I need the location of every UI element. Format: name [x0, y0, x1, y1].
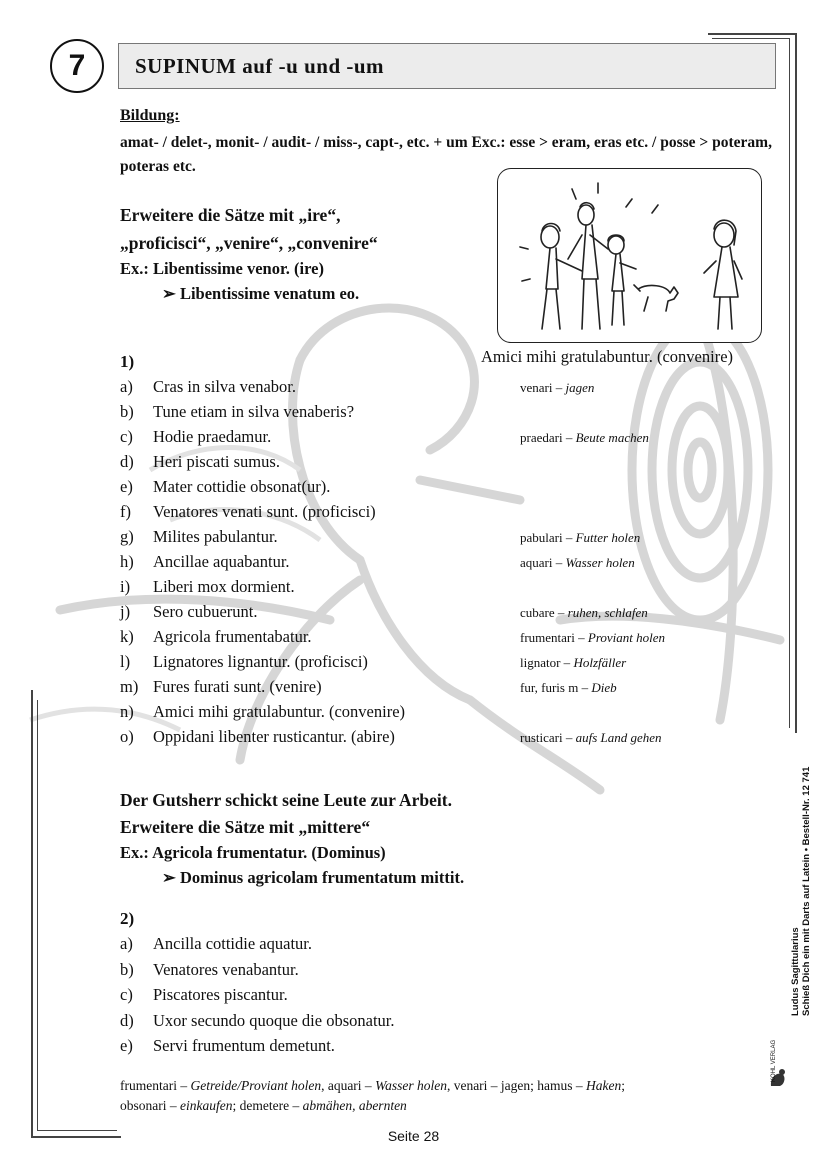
frame-left-line-inner — [37, 700, 38, 1130]
footnote-part: Getreide/Proviant holen — [190, 1078, 322, 1093]
side-book-title: Ludus Sagittularius — [790, 927, 801, 1016]
gloss-meaning: Futter holen — [575, 530, 641, 545]
gloss-meaning: jagen — [565, 380, 595, 395]
task2-item — [120, 934, 720, 959]
item-label: n) — [120, 702, 134, 721]
friends-greeting-illustration — [498, 169, 760, 341]
task1-example-answer: ➢ Libentissime venatum eo. — [162, 284, 360, 303]
illustration-caption: Amici mihi gratulabuntur. (convenire) — [481, 347, 734, 366]
vocabulary-gloss — [520, 605, 648, 621]
item-label: m) — [120, 677, 139, 696]
footnote-part: einkaufen — [180, 1098, 233, 1113]
gloss-word: aquari – — [520, 555, 566, 570]
frame-top-line-inner — [712, 38, 790, 39]
illustration-frame — [497, 168, 762, 343]
frame-right-line — [795, 33, 797, 733]
vocabulary-footnote — [120, 1076, 700, 1116]
item-sentence: Piscatores piscantur. — [153, 985, 288, 1004]
item-sentence: Liberi mox dormient. — [153, 577, 295, 596]
task2-item — [120, 1036, 720, 1061]
item-sentence: Oppidani libenter rusticantur. (abire) — [153, 727, 395, 746]
item-sentence: Venatores venati sunt. (proficisci) — [153, 502, 376, 521]
gloss-word: fur, furis m – — [520, 680, 592, 695]
item-sentence: Servi frumentum demetunt. — [153, 1036, 335, 1055]
footnote-part: Wasser holen — [375, 1078, 447, 1093]
task2-example: Ex.: Agricola frumentatur. (Dominus) — [120, 843, 386, 862]
item-sentence: Hodie praedamur. — [153, 427, 272, 446]
page-number: Seite 28 — [387, 1128, 440, 1144]
vocabulary-gloss — [520, 655, 626, 671]
vocabulary-gloss — [520, 555, 635, 571]
item-label: i) — [120, 577, 131, 596]
item-label: a) — [120, 377, 133, 396]
item-sentence: Uxor secundo quoque die obsonatur. — [153, 1010, 395, 1030]
item-label: e) — [120, 1036, 133, 1055]
item-label: j) — [120, 602, 131, 621]
gloss-meaning: Beute machen — [575, 430, 649, 445]
task1-item — [120, 502, 720, 527]
frame-left-line — [31, 690, 33, 1136]
item-sentence: Agricola frumentabatur. — [153, 627, 312, 646]
gloss-word: lignator – — [520, 655, 574, 670]
item-label: o) — [120, 727, 134, 746]
gloss-meaning: Dieb — [591, 680, 617, 695]
item-label: l) — [120, 652, 131, 671]
footnote-part: Haken — [586, 1078, 622, 1093]
footnote-part: ; demetere – — [232, 1098, 303, 1113]
gloss-meaning: Holzfäller — [573, 655, 627, 670]
task2-item — [120, 960, 720, 985]
task1-item — [120, 402, 720, 427]
vocabulary-gloss — [520, 730, 662, 746]
item-label: d) — [120, 452, 134, 471]
frame-right-line-inner — [789, 38, 790, 728]
publisher-name: KOHL VERLAG — [771, 1039, 777, 1082]
task1-item — [120, 377, 720, 402]
item-label: f) — [120, 502, 131, 521]
item-sentence: Cras in silva venabor. — [153, 377, 296, 396]
item-sentence: Fures furati sunt. (venire) — [153, 677, 322, 696]
item-label: g) — [120, 527, 134, 546]
gloss-meaning: ruhen, schlafen — [567, 605, 648, 620]
item-sentence: Mater cottidie obsonat(ur). — [153, 477, 331, 496]
side-book-info — [790, 767, 812, 1016]
vocabulary-gloss — [520, 430, 649, 446]
item-sentence: Venatores venabantur. — [153, 959, 299, 979]
bildung-label: Bildung: — [120, 107, 180, 124]
task1-heading-line1: Erweitere die Sätze mit „ire“, — [120, 205, 341, 225]
item-sentence: Milites pabulantur. — [153, 527, 278, 546]
task1-item — [120, 677, 720, 702]
footnote-part: obsonari – — [120, 1098, 180, 1113]
gloss-word: venari – — [520, 380, 566, 395]
task1-item — [120, 702, 720, 727]
gloss-word: rusticari – — [520, 730, 576, 745]
task1-example: Ex.: Libentissime venor. (ire) — [120, 259, 324, 278]
task2-heading-line1: Der Gutsherr schickt seine Leute zur Arbeit. — [120, 790, 452, 810]
item-label: b) — [120, 959, 134, 979]
gloss-word: cubare – — [520, 605, 568, 620]
vocabulary-gloss — [520, 680, 617, 696]
task1-item — [120, 477, 720, 502]
footnote-part: , venari – jagen; hamus – — [446, 1078, 587, 1093]
gloss-word: pabulari – — [520, 530, 576, 545]
task1-item — [120, 452, 720, 477]
task1-item — [120, 652, 720, 677]
item-label: c) — [120, 427, 133, 446]
task1-item — [120, 577, 720, 602]
item-label: e) — [120, 477, 133, 496]
side-book-subtitle: Schieß Dich ein mit Darts auf Latein • Bestell-Nr. 12 741 — [801, 766, 812, 1016]
bildung-text: amat- / delet-, monit- / audit- / miss-, capt-, etc. + um Exc.: esse > eram, eras etc. / posse > poteram, poteras etc. — [120, 134, 772, 175]
item-sentence: Ancilla cottidie aquatur. — [153, 934, 312, 953]
task2-heading-line2: Erweitere die Sätze mit „mittere“ — [120, 817, 371, 837]
item-label: b) — [120, 402, 134, 421]
footnote-part: ; — [621, 1078, 626, 1093]
task1-section-number: 1) — [120, 352, 135, 371]
item-label: k) — [120, 627, 134, 646]
gloss-meaning: aufs Land gehen — [575, 730, 662, 745]
gloss-word: frumentari – — [520, 630, 588, 645]
page-title: SUPINUM auf -u und -um — [118, 43, 776, 89]
gloss-meaning: Proviant holen — [587, 630, 666, 645]
footnote-part: abmähen, abernten — [302, 1098, 407, 1113]
footnote-part: , aquari – — [321, 1078, 376, 1093]
item-label: a) — [120, 934, 133, 953]
gloss-word: praedari – — [520, 430, 576, 445]
task2-section-number: 2) — [120, 909, 135, 928]
task2-item — [120, 985, 720, 1010]
exercise-number-badge: 7 — [50, 39, 104, 93]
task2-item — [120, 1011, 720, 1036]
task1-heading-line2: „proficisci“, „venire“, „convenire“ — [120, 233, 378, 253]
item-label: h) — [120, 552, 134, 571]
item-label: c) — [120, 985, 133, 1004]
task2-example-answer: ➢ Dominus agricolam frumentatum mittit. — [162, 868, 465, 887]
item-sentence: Amici mihi gratulabuntur. (convenire) — [153, 702, 406, 721]
item-sentence: Sero cubuerunt. — [153, 602, 258, 621]
item-sentence: Ancillae aquabantur. — [153, 552, 290, 571]
item-label: d) — [120, 1010, 134, 1030]
gloss-meaning: Wasser holen — [565, 555, 635, 570]
vocabulary-gloss — [520, 630, 665, 646]
footnote-part: frumentari – — [120, 1078, 191, 1093]
vocabulary-gloss — [520, 530, 640, 546]
frame-top-line — [708, 33, 796, 35]
item-sentence: Heri piscati sumus. — [153, 452, 280, 471]
vocabulary-gloss — [520, 380, 594, 396]
item-sentence: Tune etiam in silva venaberis? — [153, 402, 355, 421]
item-sentence: Lignatores lignantur. (proficisci) — [153, 652, 368, 671]
